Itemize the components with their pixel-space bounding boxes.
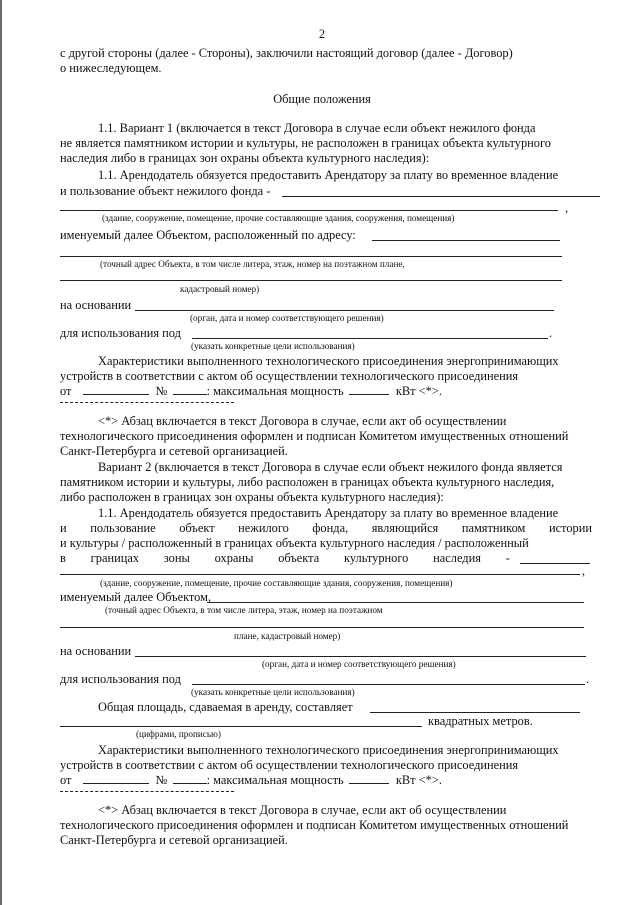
v2-address-field[interactable] xyxy=(207,602,584,603)
v1-note-line-3: Санкт-Петербурга и сетевой организацией. xyxy=(60,444,288,458)
v2-clause-line-2 xyxy=(60,521,592,535)
v1-tech-from: от xyxy=(60,384,72,398)
v2-clause-line-4 xyxy=(60,551,510,565)
v1-hint-basis: (орган, дата и номер соответствующего решения) xyxy=(190,313,384,323)
v1-object-field-cont[interactable] xyxy=(60,210,558,211)
v1-paragraph-line-3: наследия либо в границах зон охраны объекта культурного наследия): xyxy=(60,151,430,165)
intro-line-1: с другой стороны (далее - Стороны), заключили настоящий договор (далее - Договор) xyxy=(60,46,513,60)
v1-comma: , xyxy=(565,201,569,215)
v2-hint-purpose: (указать конкретные цели использования) xyxy=(191,687,355,697)
v1-paragraph-line-2: не является памятником истории и культуры, не расположен в границах объекта культурного xyxy=(60,136,551,150)
v2-tech-unit: кВт <*>. xyxy=(395,773,442,787)
v2-purpose-label: для использования под xyxy=(60,672,181,686)
word: являющийся xyxy=(371,521,439,535)
v2-hint-basis: (орган, дата и номер соответствующего решения) xyxy=(262,659,456,669)
word: в xyxy=(60,551,66,565)
v2-paragraph-line-2: памятником истории и культуры, либо расположен в границах объекта культурного наследия, xyxy=(60,475,555,489)
word: объекта xyxy=(278,551,320,565)
section-title: Общие положения xyxy=(273,92,371,106)
v2-basis-field[interactable] xyxy=(135,656,586,657)
word: охраны xyxy=(214,551,254,565)
v2-comma: , xyxy=(582,564,586,578)
word: пользование xyxy=(90,521,156,535)
word: границах xyxy=(90,551,140,565)
v2-object-field-cont[interactable] xyxy=(60,574,580,575)
v1-clause-line-1: 1.1. Арендодатель обязуется предоставить Арендатору за плату во временное владение xyxy=(98,168,559,182)
v2-paragraph-line-3: либо расположен в границах зон охраны объекта культурного наследия): xyxy=(60,490,444,504)
v2-hint-address: (точный адрес Объекта, в том числе литера, этаж, номер на поэтажном xyxy=(105,605,383,615)
v2-tech-power-label: : максимальная мощность xyxy=(206,773,344,787)
v1-address-field[interactable] xyxy=(372,240,560,241)
v2-footnote-separator xyxy=(60,791,234,792)
v2-period: . xyxy=(586,672,590,686)
v2-purpose-field[interactable] xyxy=(192,684,585,685)
v2-cadastral-field[interactable] xyxy=(60,627,584,628)
v1-hint-building: (здание, сооружение, помещение, прочие составляющие здания, сооружения, помещения) xyxy=(102,213,455,223)
v1-tech-date-field[interactable] xyxy=(83,384,149,395)
v2-note-line-2: технологического присоединения оформлен и подписан Комитетом имущественных отношений xyxy=(60,818,569,832)
v1-named-label: именуемый далее Объектом, расположенный по адресу: xyxy=(60,228,356,242)
intro-line-2: о нижеследующем. xyxy=(60,61,162,75)
v2-hint-digits: (цифрами, прописью) xyxy=(136,729,221,739)
v2-note-line-3: Санкт-Петербурга и сетевой организацией. xyxy=(60,833,288,847)
v1-note-line-1: <*> Абзац включается в текст Договора в случае, если акт об осуществлении xyxy=(98,414,507,428)
word: зоны xyxy=(163,551,190,565)
v2-paragraph-line-1: Вариант 2 (включается в текст Договора в случае если объект нежилого фонда является xyxy=(98,460,563,474)
v1-purpose-label: для использования под xyxy=(60,326,181,340)
v1-object-field[interactable] xyxy=(282,196,600,197)
v1-note-line-2: технологического присоединения оформлен и подписан Комитетом имущественных отношений xyxy=(60,429,569,443)
v1-purpose-field[interactable] xyxy=(192,338,548,339)
v2-named-label: именуемый далее Объектом, xyxy=(60,590,212,604)
v2-tech-line-3 xyxy=(60,773,442,787)
v2-clause-line-1: 1.1. Арендодатель обязуется предоставить Арендатору за плату во временное владение xyxy=(98,506,559,520)
v1-tech-number-sign: № xyxy=(155,384,168,398)
v1-hint-address: (точный адрес Объекта, в том числе литера, этаж, номер на поэтажном плане, xyxy=(100,259,405,269)
v2-area-words-field[interactable] xyxy=(60,726,422,727)
word: истории xyxy=(548,521,592,535)
v2-area-label: Общая площадь, сдаваемая в аренду, составляет xyxy=(98,700,353,714)
v1-cadastral-field[interactable] xyxy=(60,280,562,281)
v2-tech-line-1: Характеристики выполненного технологического присоединения энергопринимающих xyxy=(98,743,559,757)
v1-clause-line-2: и пользование объект нежилого фонда - xyxy=(60,184,271,198)
v2-tech-line-2: устройств в соответствии с актом об осуществлении технологического присоединения xyxy=(60,758,519,772)
v2-area-unit: квадратных метров. xyxy=(428,714,533,728)
v1-footnote-separator xyxy=(60,402,234,403)
word: фонда, xyxy=(312,521,349,535)
v2-area-field[interactable] xyxy=(370,712,580,713)
v1-address-field-cont[interactable] xyxy=(60,256,562,257)
v2-hint-building: (здание, сооружение, помещение, прочие составляющие здания, сооружения, помещения) xyxy=(100,578,453,588)
word: - xyxy=(505,551,510,565)
v1-hint-cadastral: кадастровый номер) xyxy=(180,284,260,294)
v1-period: . xyxy=(549,326,553,340)
v2-basis-label: на основании xyxy=(60,644,132,658)
v1-tech-line-1: Характеристики выполненного технологического присоединения энергопринимающих xyxy=(98,354,559,368)
v2-tech-date-field[interactable] xyxy=(83,773,149,784)
v2-tech-from: от xyxy=(60,773,72,787)
v2-tech-number-sign: № xyxy=(155,773,168,787)
page-number: 2 xyxy=(318,27,326,41)
v1-tech-line-3 xyxy=(60,384,442,398)
v1-basis-label: на основании xyxy=(60,298,132,312)
v1-tech-number-field[interactable] xyxy=(173,384,207,395)
v1-tech-unit: кВт <*>. xyxy=(395,384,442,398)
v2-clause-line-3: и культуры / расположенный в границах объекта культурного наследия / расположенный xyxy=(60,536,529,550)
v2-note-line-1: <*> Абзац включается в текст Договора в случае, если акт об осуществлении xyxy=(98,803,507,817)
v1-basis-field[interactable] xyxy=(135,310,554,311)
v2-tech-power-field[interactable] xyxy=(349,773,389,784)
v1-tech-power-label: : максимальная мощность xyxy=(206,384,344,398)
word: объект xyxy=(179,521,215,535)
word: культурного xyxy=(344,551,409,565)
v2-tech-number-field[interactable] xyxy=(173,773,207,784)
word: и xyxy=(60,521,67,535)
word: нежилого xyxy=(238,521,289,535)
v2-hint-cadastral: плане, кадастровый номер) xyxy=(234,631,341,641)
word: наследия xyxy=(433,551,481,565)
v1-tech-power-field[interactable] xyxy=(349,384,389,395)
v2-object-field[interactable] xyxy=(520,563,590,564)
v1-hint-purpose: (указать конкретные цели использования) xyxy=(191,341,355,351)
v1-paragraph-line-1: 1.1. Вариант 1 (включается в текст Договора в случае если объект нежилого фонда xyxy=(98,121,536,135)
v1-tech-line-2: устройств в соответствии с актом об осуществлении технологического присоединения xyxy=(60,369,519,383)
word: памятником xyxy=(461,521,526,535)
